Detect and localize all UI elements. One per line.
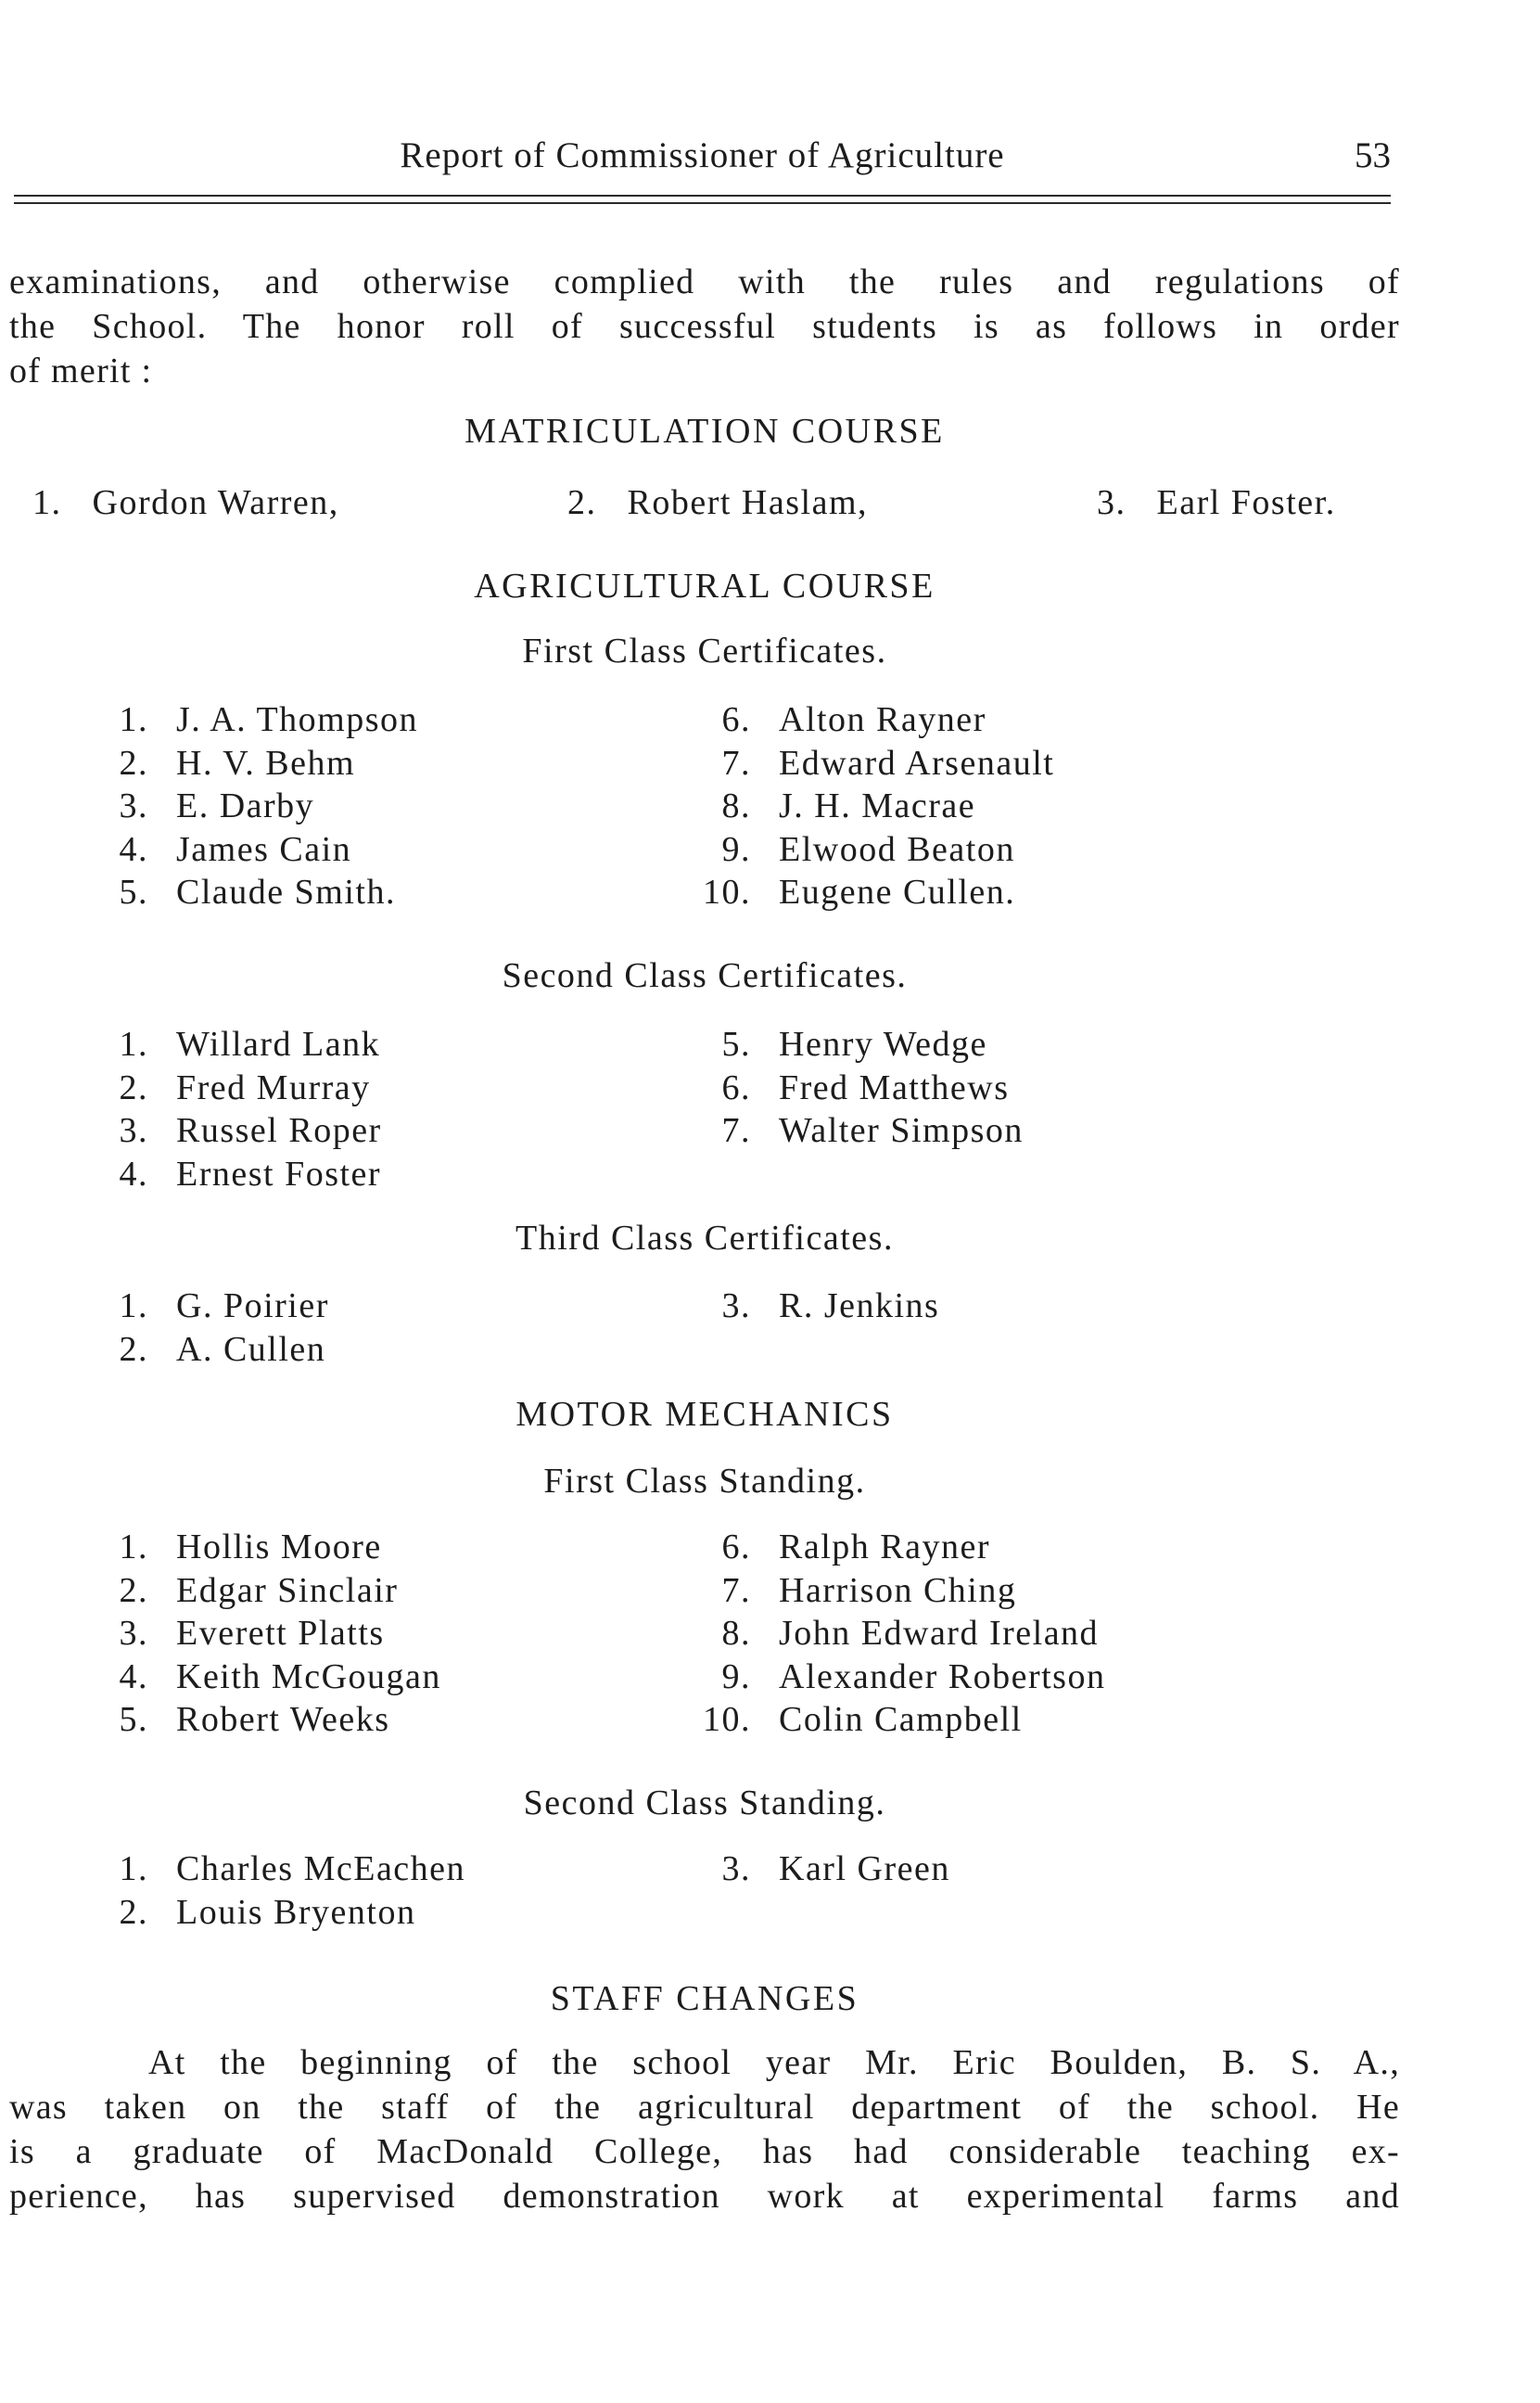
staff-line: was taken on the staff of the agricultural department of the school. He [9, 2088, 1400, 2127]
staff-changes-paragraph [9, 2040, 1400, 2218]
item-name: Elwood Beaton [779, 829, 1015, 869]
item-name: Charles McEachen [176, 1849, 466, 1888]
list-item [74, 1612, 630, 1655]
item-number: 2. [119, 743, 148, 783]
motor-mechanics-heading: MOTOR MECHANICS [515, 1395, 894, 1434]
motor-second-class-list-left [74, 1847, 630, 1934]
item-name: Ralph Rayner [779, 1527, 991, 1566]
list-item [32, 482, 339, 523]
list-item [74, 742, 630, 786]
motor-first-class-list-right [677, 1526, 1326, 1742]
agri-second-class-list-right [677, 1023, 1326, 1153]
header-rule-bottom [14, 202, 1391, 204]
item-name: Russel Roper [176, 1111, 382, 1150]
item-number: 7. [721, 1111, 751, 1150]
item-number: 1. [119, 1286, 148, 1325]
item-name: Eugene Cullen. [779, 873, 1016, 912]
item-number: 4. [119, 829, 148, 869]
agricultural-heading: AGRICULTURAL COURSE [474, 567, 935, 606]
item-name: Karl Green [779, 1849, 950, 1888]
list-item [677, 1067, 1326, 1110]
item-name: Hollis Moore [176, 1527, 382, 1566]
motor-second-class-list-right [677, 1847, 1326, 1891]
item-number: 1. [119, 700, 148, 739]
list-item [74, 785, 630, 828]
staff-line [9, 2040, 1400, 2085]
item-number: 5. [119, 873, 148, 912]
item-number: 6. [721, 700, 751, 739]
agri-third-class-list-right [677, 1285, 1326, 1328]
item-name: Alexander Robertson [779, 1656, 1106, 1696]
agri-third-class-list-left [74, 1285, 630, 1371]
running-header [14, 134, 1391, 190]
item-number: 1. [119, 1025, 148, 1064]
item-name: J. H. Macrae [779, 786, 976, 825]
item-number: 4. [119, 1154, 148, 1194]
item-number: 9. [721, 829, 751, 869]
agri-first-class-list-right [677, 698, 1326, 914]
item-number: 2. [119, 1067, 148, 1107]
staff-line: is a graduate of MacDonald College, has had considerable teaching ex- [9, 2132, 1400, 2171]
list-item [74, 1285, 630, 1328]
list-item [677, 828, 1326, 872]
agri-first-class-list-left [74, 698, 630, 914]
list-item [74, 1569, 630, 1613]
item-number: 3. [1097, 483, 1126, 522]
item-name: Claude Smith. [176, 873, 396, 912]
page-number: 53 [1355, 135, 1391, 175]
item-name: H. V. Behm [176, 743, 356, 783]
agri-second-class-list-left [74, 1023, 630, 1195]
list-item [677, 1698, 1326, 1742]
item-number: 8. [721, 1614, 751, 1653]
item-number: 7. [721, 1570, 751, 1610]
list-item [677, 742, 1326, 786]
intro-line: the School. The honor roll of successful students is as follows in order [9, 307, 1400, 346]
first-class-standing-title: First Class Standing. [543, 1462, 866, 1501]
item-number: 3. [119, 786, 148, 825]
item-name: J. A. Thompson [176, 700, 419, 739]
item-number: 2. [567, 483, 597, 522]
item-number: 4. [119, 1656, 148, 1696]
item-name: Keith McGougan [176, 1656, 441, 1696]
item-name: Edgar Sinclair [176, 1570, 399, 1610]
list-item [567, 482, 868, 523]
header-title: Report of Commissioner of Agriculture [400, 135, 1005, 175]
first-class-certificates-title: First Class Certificates. [522, 632, 887, 671]
item-name: Willard Lank [176, 1025, 381, 1064]
list-item [74, 1023, 630, 1067]
item-name: E. Darby [176, 786, 315, 825]
item-number: 10. [703, 873, 751, 912]
list-item [74, 1328, 630, 1372]
item-number: 3. [721, 1849, 751, 1888]
staff-changes-heading: STAFF CHANGES [550, 1979, 859, 2018]
list-item [74, 828, 630, 872]
item-number: 6. [721, 1527, 751, 1566]
item-number: 3. [119, 1614, 148, 1653]
item-name: Fred Murray [176, 1067, 371, 1107]
item-number: 1. [32, 483, 62, 522]
list-item [677, 871, 1326, 914]
item-number: 2. [119, 1329, 148, 1369]
item-name: John Edward Ireland [779, 1614, 1100, 1653]
header-rule-top [14, 195, 1391, 197]
item-number: 6. [721, 1067, 751, 1107]
item-name: Ernest Foster [176, 1154, 382, 1194]
item-number: 8. [721, 786, 751, 825]
list-item [74, 1891, 630, 1935]
second-class-certificates-title: Second Class Certificates. [502, 956, 908, 995]
list-item [74, 871, 630, 914]
staff-line: perience, has supervised demonstration work at experimental farms and [9, 2177, 1400, 2216]
list-item [677, 1569, 1326, 1613]
list-item [677, 1285, 1326, 1328]
item-name: Fred Matthews [779, 1067, 1010, 1107]
item-number: 7. [721, 743, 751, 783]
list-item [74, 1698, 630, 1742]
item-name: Harrison Ching [779, 1570, 1017, 1610]
intro-line: of merit : [9, 352, 153, 390]
matriculation-list [0, 482, 1540, 529]
list-item [74, 1847, 630, 1891]
list-item [74, 1153, 630, 1196]
item-number: 1. [119, 1527, 148, 1566]
item-name: Colin Campbell [779, 1700, 1023, 1739]
list-item [1097, 482, 1336, 523]
staff-line-text: At the beginning of the school year Mr. Eric Boulden, B. S. A., [148, 2043, 1400, 2082]
item-number: 3. [721, 1286, 751, 1325]
item-number: 5. [721, 1025, 751, 1064]
item-name: Earl Foster. [1156, 483, 1336, 522]
list-item [677, 1847, 1326, 1891]
item-name: James Cain [176, 829, 352, 869]
item-name: Edward Arsenault [779, 743, 1055, 783]
list-item [677, 1612, 1326, 1655]
item-number: 3. [119, 1111, 148, 1150]
list-item [74, 1655, 630, 1699]
third-class-certificates-title: Third Class Certificates. [515, 1219, 894, 1258]
matriculation-heading: MATRICULATION COURSE [465, 412, 945, 451]
intro-line: examinations, and otherwise complied with the rules and regulations of [9, 262, 1400, 301]
list-item [677, 1023, 1326, 1067]
item-number: 1. [119, 1849, 148, 1888]
item-name: Everett Platts [176, 1614, 385, 1653]
item-name: Robert Haslam, [627, 483, 869, 522]
item-name: Walter Simpson [779, 1111, 1024, 1150]
item-name: A. Cullen [176, 1329, 326, 1369]
list-item [677, 1526, 1326, 1569]
item-name: Alton Rayner [779, 700, 986, 739]
item-number: 2. [119, 1570, 148, 1610]
item-number: 9. [721, 1656, 751, 1696]
item-name: Louis Bryenton [176, 1892, 416, 1932]
list-item [677, 1109, 1326, 1153]
list-item [677, 698, 1326, 742]
list-item [74, 698, 630, 742]
list-item [74, 1109, 630, 1153]
list-item [677, 785, 1326, 828]
item-number: 5. [119, 1700, 148, 1739]
item-name: Henry Wedge [779, 1025, 987, 1064]
item-number: 10. [703, 1700, 751, 1739]
item-name: G. Poirier [176, 1286, 329, 1325]
second-class-standing-title: Second Class Standing. [523, 1783, 886, 1822]
item-number: 2. [119, 1892, 148, 1932]
item-name: Gordon Warren, [92, 483, 339, 522]
item-name: R. Jenkins [779, 1286, 940, 1325]
list-item [74, 1067, 630, 1110]
motor-first-class-list-left [74, 1526, 630, 1742]
list-item [74, 1526, 630, 1569]
item-name: Robert Weeks [176, 1700, 390, 1739]
intro-paragraph [9, 260, 1400, 393]
list-item [677, 1655, 1326, 1699]
